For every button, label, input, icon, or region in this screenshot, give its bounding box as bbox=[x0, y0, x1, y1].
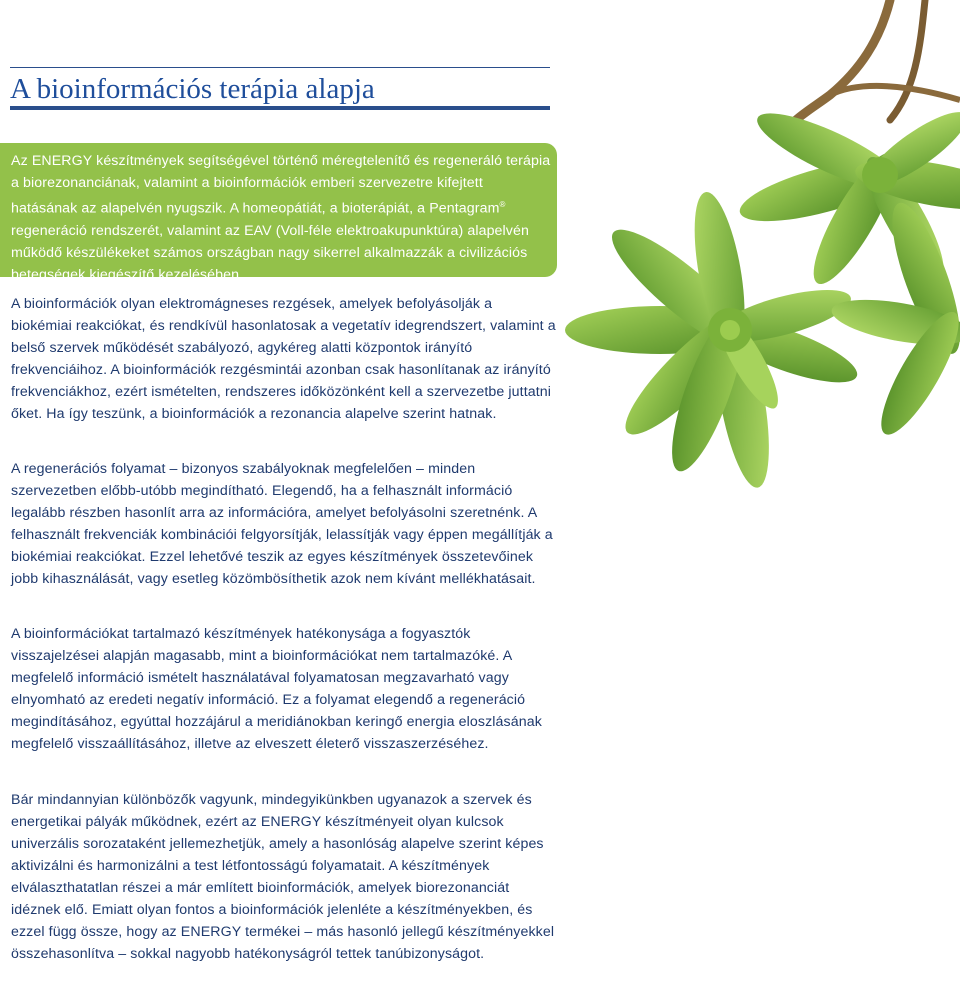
intro-text bbox=[11, 150, 553, 286]
intro-brand: ENERGY bbox=[31, 153, 93, 169]
intro-part-3: regeneráció rendszerét, valamint az EAV (Voll-féle elektroakupunktúra) alapelvén működő készülékeket számos országban nagy sikerrel alkalmazzák a civilizációs betegségek kiegészítő kezelésében. bbox=[11, 222, 529, 283]
paragraph-1: A bioinformációk olyan elektromágneses rezgések, amelyek befolyásolják a biokémiai reakciókat, és rendkívül hasonlatosak a vegetatív idegrendszert, valamint a belső szervek működését szabályozó, agykéreg alatti központok irányító frekvenciáihoz. A bioinformációk rezgésmintái azonban csak hasonlítanak az irányító frekvenciákhoz, ezért ismételten, rendszeres időközönként kell a szervezetbe juttatni őket. Ha így teszünk, a bioinformációk a rezonancia alapelve szerint hatnak. bbox=[11, 296, 556, 422]
intro-part-2: készítmények segítségével történő méregtelenítő és regeneráló terápia a biorezonanciának, valamint a bioinformációk emberi szervezetre kifejtett hatásának az alapelvén nyugszik. A homeopátiát, a bioterápiát, a Pentagram bbox=[11, 153, 551, 217]
paragraph-4: Bár mindannyian különbözők vagyunk, mindegyikünkben ugyanazok a szervek és energetikai pályák működnek, ezért az ENERGY készítményeit olyan kulcsok univerzális sorozataként jellemezhetjük, amely a hasonlóság alapelve szerint képes aktivizálni és harmonizálni a test létfontosságú folyamatait. A készítmények elválaszthatatlan részei a már említett bioinformációk, amelyek biorezonanciát idéznek elő. Emiatt olyan fontos a bioinformációk jelenléte a készítményekben, és ezzel függ össze, hogy az ENERGY termékei – más hasonló jellegű készítményekkel összehasonlítva – sokkal nagyobb hatékonyságról tettek tanúbizonyságot. bbox=[11, 792, 555, 962]
paragraph-2: A regenerációs folyamat – bizonyos szabályoknak megfelelően – minden szervezetben előbb-utóbb megindítható. Elegendő, ha a felhasznált információ legalább részben hasonlít arra az információra, amelyet befolyásolni szeretnénk. A felhasznált frekvenciák kombinációi felgyorsítják, lelassítják vagy éppen megállítják a biokémiai reakciókat. Ezzel lehetővé teszik az egyes készítmények összetevőinek jobb kihasználását, vagy esetleg közömbösíthetik azok nem kívánt mellékhatásait. bbox=[11, 461, 553, 587]
page-title: A bioinformációs terápia alapja bbox=[10, 73, 375, 105]
top-rule bbox=[10, 67, 550, 68]
paragraph-3: A bioinformációkat tartalmazó készítmények hatékonysága a fogyasztók visszajelzései alapján magasabb, mint a bioinformációkat nem tartalmazóké. A megfelelő információ ismételt használatával folyamatosan megzavarható vagy elnyomható az eredeti negatív információ. Ez a folyamat elegendő a regeneráció megindításához, egyúttal hozzájárul a meridiánokban keringő energia eloszlásának megfelelő visszaállításához, illetve az elveszett életerő visszaszerzéséhez. bbox=[11, 626, 542, 752]
registered-mark: ® bbox=[499, 200, 506, 209]
title-underline bbox=[10, 106, 550, 110]
intro-part-1: Az bbox=[11, 153, 32, 169]
succulent-plant-image bbox=[560, 0, 960, 560]
